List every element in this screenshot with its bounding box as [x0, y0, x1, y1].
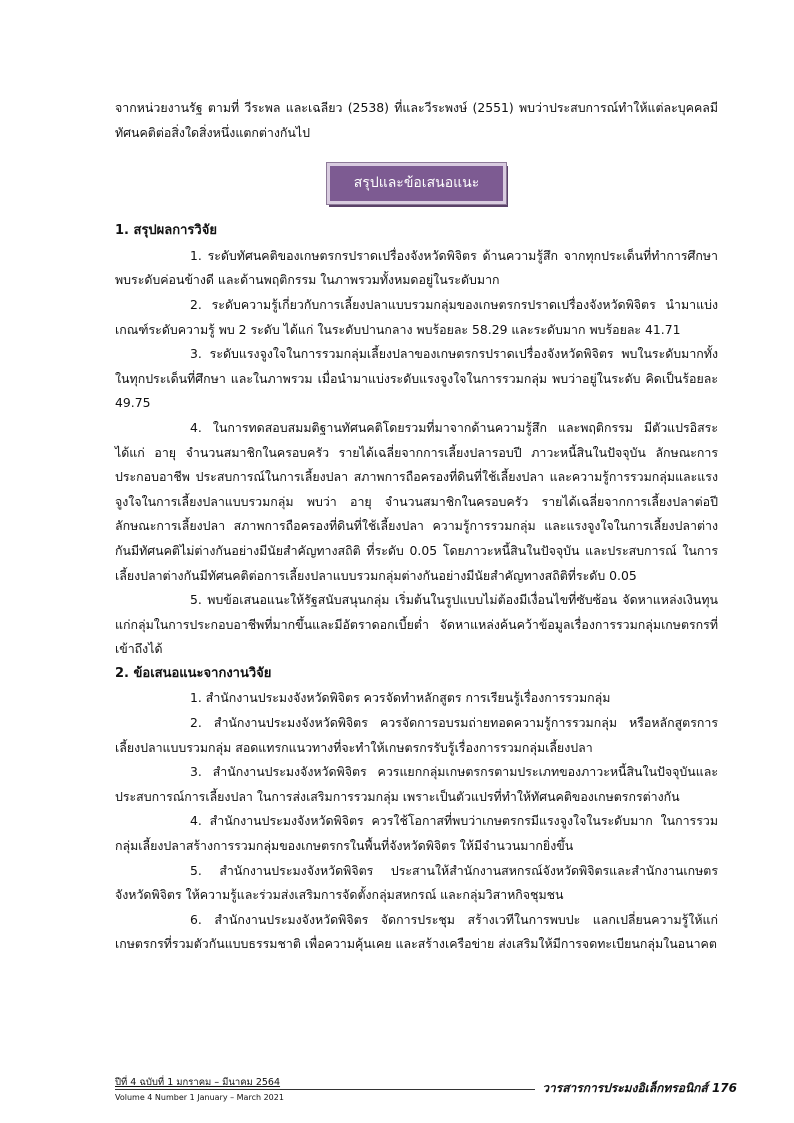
section-banner: สรุปและข้อเสนอแนะ: [327, 163, 506, 204]
section2-heading: 2. ข้อเสนอแนะจากงานวิจัย: [115, 665, 272, 681]
summary-item-2: 2. ระดับความรู้เกี่ยวกับการเลี้ยงปลาแบบรวมกลุ่มของเกษตรกรปราดเปรื่องจังหวัดพิจิตร นำมาแบ่งเกณฑ์ระดับความรู้ พบ 2 ระดับ ได้แก่ ในระดับปานกลาง พบร้อยละ 58.29 และระดับมาก พบร้อยละ 41.71: [115, 296, 718, 337]
section1-heading: 1. สรุปผลการวิจัย: [115, 223, 217, 239]
suggestion-item-5: 5. สำนักงานประมงจังหวัดพิจิตร ประสานให้สำนักงานสหกรณ์จังหวัดพิจิตรและสำนักงานเกษตรจังหวัดพิจิตร ให้ความรู้และร่วมส่งเสริมการจัดตั้งกลุ่มสหกรณ์ และกลุ่มวิสาหกิจชุมชน: [115, 862, 718, 903]
page-number: 176: [711, 1081, 737, 1095]
suggestion-item-1: 1. สำนักงานประมงจังหวัดพิจิตร ควรจัดทำหลักสูตร การเรียนรู้เรื่องการรวมกลุ่ม: [190, 690, 611, 706]
footer-journal: [542, 1079, 737, 1098]
suggestion-item-2: 2. สำนักงานประมงจังหวัดพิจิตร ควรจัดการอบรมถ่ายทอดความรู้การรวมกลุ่ม หรือหลักสูตรการเลี้ยงปลาแบบรวมกลุ่ม สอดแทรกแนวทางที่จะทำให้เกษตรกรรับรู้เรื่องการรวมกลุ่มเลี้ยงปลา: [115, 715, 718, 755]
page-footer: [115, 1075, 737, 1105]
summary-item-4: 4. ในการทดสอบสมมติฐานทัศนคติโดยรวมที่มาจากด้านความรู้สึก และพฤติกรรม มีตัวแปรอิสระ ได้แก่ อายุ จำนวนสมาชิกในครอบครัว รายได้เฉลี่ยจากการเลี้ยงปลารอบปี ภาวะหนี้สินในปัจจุบัน ลักษณะการประกอบอาชีพ ประสบการณ์ในการเลี้ยงปลา สภาพการถือครองที่ดินที่ใช้เลี้ยงปลา และความรู้การรวมกลุ่มและแรงจูงใจในการเลี้ยงปลาแบบรวมกลุ่ม พบว่า อายุ จำนวนสมาชิกในครอบครัว รายได้เฉลี่ยจากการเลี้ยงปลาต่อปี ลักษณะการเลี้ยงปลา สภาพการถือครองที่ดินที่ใช้เลี้ยงปลา ความรู้การรวมกลุ่ม และแรงจูงใจในการเลี้ยงปลาต่างกันมีทัศนคติไม่ต่างกันอย่างมีนัยสำคัญทางสถิติ ที่ระดับ 0.05 โดยภาวะหนี้สินในปัจจุบัน และประสบการณ์ ในการเลี้ยงปลาต่างกันมีทัศนคติต่อการเลี้ยงปลาแบบรวมกลุ่มต่างกันอย่างมีนัยสำคัญทางสถิติที่ระดับ 0.05: [115, 419, 718, 583]
summary-item-5: 5. พบข้อเสนอแนะให้รัฐสนับสนุนกลุ่ม เริ่มต้นในรูปแบบไม่ต้องมีเงื่อนไขที่ซับซ้อน จัดหาแหล่งเงินทุนแก่กลุ่มในการประกอบอาชีพที่มากขึ้นและมีอัตราดอกเบี้ยต่ำ จัดหาแหล่งค้นคว้าข้อมูลเรื่องการรวมกลุ่มเกษตรกรที่เข้าถึงได้: [115, 592, 718, 657]
suggestion-item-6: 6. สำนักงานประมงจังหวัดพิจิตร จัดการประชุม สร้างเวทีในการพบปะ แลกเปลี่ยนความรู้ให้แก่เกษตรกรที่รวมตัวกันแบบธรรมชาติ เพื่อความคุ้นเคย และสร้างเครือข่าย ส่งเสริมให้มีการจดทะเบียนกลุ่มในอนาคต: [115, 911, 718, 952]
suggestion-item-4: 4. สำนักงานประมงจังหวัดพิจิตร ควรใช้โอกาสที่พบว่าเกษตรกรมีแรงจูงใจในระดับมาก ในการรวมกลุ่มเลี้ยงปลาสร้างการรวมกลุ่มของเกษตรกรในพื้นที่จังหวัดพิจิตร ให้มีจำนวนมากยิ่งขึ้น: [115, 813, 718, 854]
banner-wrap: [115, 163, 718, 207]
suggestion-item-3: 3. สำนักงานประมงจังหวัดพิจิตร ควรแยกกลุ่มเกษตรกรตามประเภทของภาวะหนี้สินในปัจจุบันและประสบการณ์การเลี้ยงปลา ในการส่งเสริมการรวมกลุ่ม เพราะเป็นตัวแปรที่ทำให้ทัศนคติของเกษตรกรต่างกัน: [115, 764, 718, 804]
footer-volume-en: Volume 4 Number 1 January – March 2021: [115, 1093, 284, 1102]
page-body: [115, 96, 718, 957]
summary-item-3: 3. ระดับแรงจูงใจในการรวมกลุ่มเลี้ยงปลาของเกษตรกรปราดเปรื่องจังหวัดพิจิตร พบในระดับมากทั้งในทุกประเด็นที่ศึกษา และในภาพรวม เมื่อนำมาแบ่งระดับแรงจูงใจในการรวมกลุ่ม พบว่าอยู่ในระดับ คิดเป็นร้อยละ 49.75: [115, 346, 718, 411]
summary-item-1: 1. ระดับทัศนคติของเกษตรกรปราดเปรื่องจังหวัดพิจิตร ด้านความรู้สึก จากทุกประเด็นที่ทำการศึกษาพบระดับค่อนข้างดี และด้านพฤติกรรม ในภาพรวมทั้งหมดอยู่ในระดับมาก: [115, 247, 718, 288]
intro-paragraph: จากหน่วยงานรัฐ ตามที่ วีระพล และเฉลียว (2538) ที่และวีระพงษ์ (2551) พบว่าประสบการณ์ทำให้แต่ละบุคคลมีทัศนคติต่อสิ่งใดสิ่งหนึ่งแตกต่างกันไป: [115, 100, 718, 140]
footer-volume-th: ปีที่ 4 ฉบับที่ 1 มกราคม – มีนาคม 2564: [115, 1077, 281, 1088]
journal-name: วารสารการประมงอิเล็กทรอนิกส์: [542, 1081, 708, 1095]
